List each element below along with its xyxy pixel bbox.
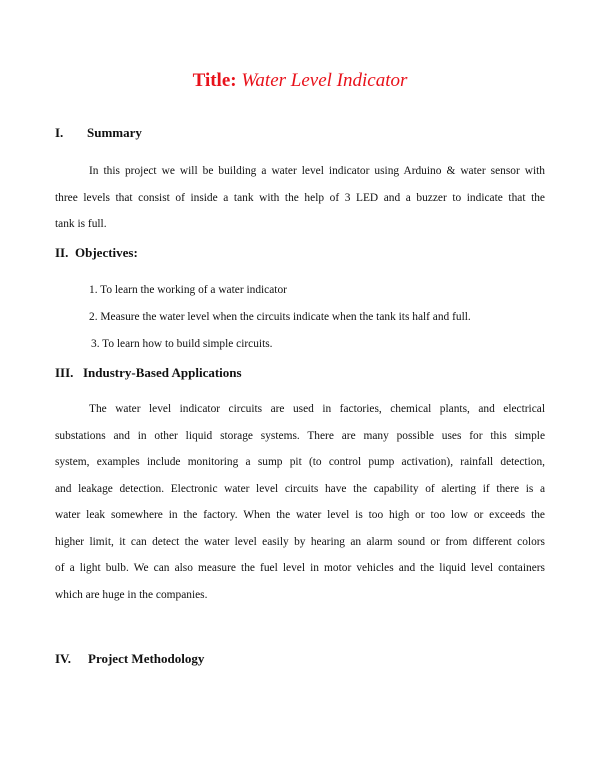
paragraph-line: In this project we will be building a water level indicator using Arduino & water sensor with — [89, 165, 545, 177]
objective-item: 3. To learn how to build simple circuits. — [91, 338, 273, 350]
paragraph-line: tank is full. — [55, 218, 107, 230]
section-number: II. — [55, 245, 69, 260]
paragraph-line: which are huge in the companies. — [55, 588, 208, 601]
paragraph-line: water leak somewhere in the factory. When the water level is too high or too low or exceeds the — [55, 509, 545, 521]
section-heading-applications — [55, 364, 242, 382]
applications-paragraph — [55, 396, 545, 608]
document-title — [0, 68, 600, 94]
title-text: Water Level Indicator — [241, 70, 408, 91]
section-number: III. — [55, 365, 74, 380]
section-heading-summary — [55, 124, 142, 142]
summary-paragraph — [55, 158, 545, 238]
section-heading-objectives — [55, 244, 138, 262]
paragraph-line: The water level indicator circuits are used in factories, chemical plants, and electrical — [89, 403, 545, 415]
section-title: Objectives: — [75, 245, 138, 260]
section-title: Project Methodology — [88, 651, 205, 666]
section-title: Industry-Based Applications — [83, 365, 242, 380]
title-label: Title: — [192, 70, 237, 91]
section-title: Summary — [87, 125, 142, 140]
paragraph-line: of a light bulb. We can also measure the fuel level in motor vehicles and the liquid level containers — [55, 562, 545, 574]
paragraph-line: higher limit, it can detect the water level easily by hearing an alarm sound or from different colors — [55, 535, 545, 548]
paragraph-line: and leakage detection. Electronic water level circuits have the capability of alerting if there is a — [55, 482, 545, 495]
section-heading-methodology — [55, 650, 204, 668]
paragraph-line: substations and in other liquid storage systems. There are many possible uses for this simple — [55, 429, 545, 442]
paragraph-line: three levels that consist of inside a tank with the help of 3 LED and a buzzer to indicate that the — [55, 191, 545, 204]
section-number: IV. — [55, 651, 72, 666]
paragraph-line: system, examples include monitoring a sump pit (to control pump activation), rainfall detection, — [55, 456, 545, 468]
section-number: I. — [55, 125, 64, 140]
objective-item: 1. To learn the working of a water indicator — [89, 284, 287, 296]
objective-item: 2. Measure the water level when the circuits indicate when the tank its half and full. — [89, 311, 471, 323]
